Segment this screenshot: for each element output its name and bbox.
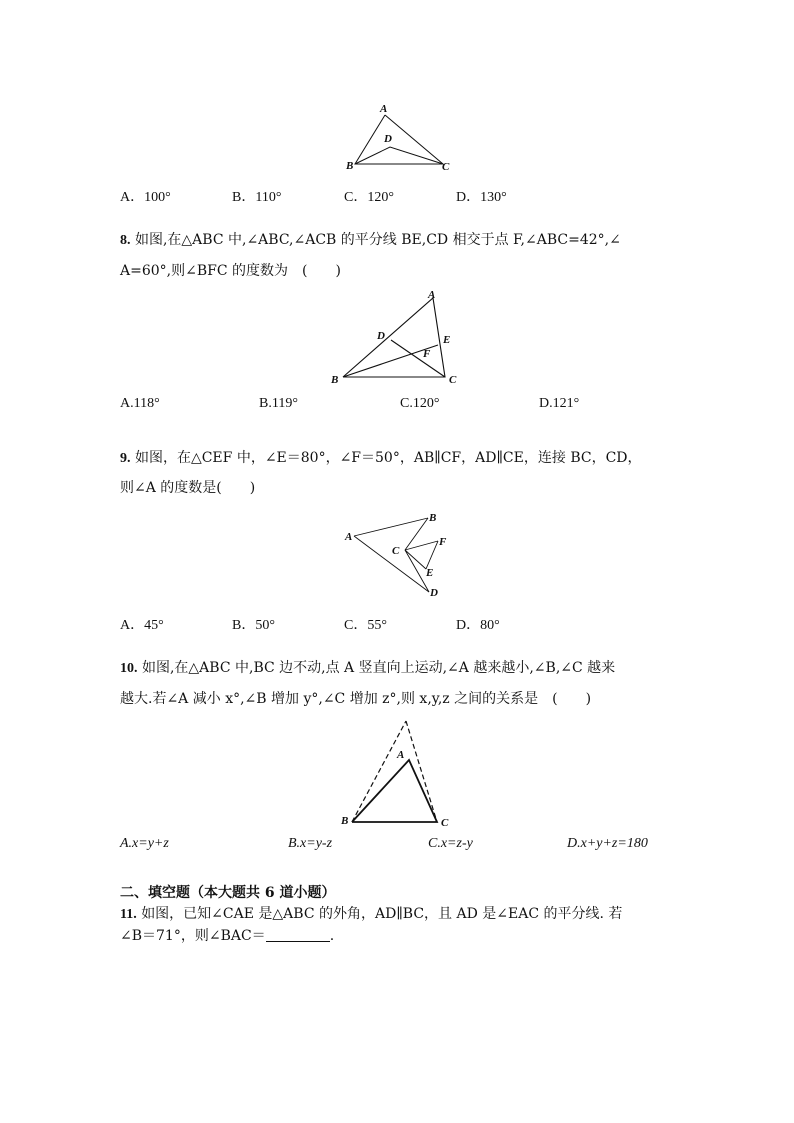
q8-figure: [325, 288, 470, 388]
q10-option-b: B.x=y-z: [288, 836, 333, 851]
q7-figure: [340, 100, 460, 175]
q9-label-c: C: [392, 545, 400, 557]
q10-option-c: C.x=z-y: [428, 836, 473, 851]
q9-line2: 则∠A 的度数是( ): [120, 480, 256, 496]
q9-option-d: D．80°: [456, 618, 500, 633]
q11-line1: [120, 904, 622, 925]
q7-option-d: D．130°: [456, 190, 507, 205]
q9-option-a: A．45°: [120, 618, 164, 633]
q11-text-1: 如图，已知∠CAE 是△ABC 的外角，AD∥BC，且 AD 是∠EAC 的平分线. 若: [141, 906, 623, 922]
q7-label-c: C: [442, 161, 450, 173]
q8-option-d: D.121°: [539, 396, 580, 411]
q8-text-1: 如图,在△ABC 中,∠ABC,∠ACB 的平分线 BE,CD 相交于点 F,∠ABC=42°,∠: [134, 232, 621, 248]
q10-label-c: C: [441, 817, 449, 829]
q8-line2: A=60°,则∠BFC 的度数为 ( ): [120, 263, 341, 279]
q11-text-2: ∠B＝71°，则∠BAC＝: [120, 928, 266, 944]
q9-label-f: F: [439, 536, 447, 548]
q7-option-b: B．110°: [232, 190, 282, 205]
q8-label-c: C: [449, 374, 457, 386]
q8-number: 8.: [120, 233, 131, 248]
section-2-title: 二、填空题（本大题共 6 道小题）: [120, 885, 336, 901]
q9-label-a: A: [345, 531, 353, 543]
q8-label-e: E: [443, 334, 451, 346]
q8-line1: [120, 230, 621, 251]
q7-label-d: D: [384, 133, 392, 145]
q9-line1: [120, 448, 642, 469]
q8-option-c: C.120°: [400, 396, 440, 411]
q11-text-3: .: [329, 928, 335, 944]
q8-option-b: B.119°: [259, 396, 298, 411]
q10-line1: [120, 658, 615, 679]
q10-option-d: D.x+y+z=180: [567, 836, 648, 851]
q8-label-f: F: [423, 348, 431, 360]
q10-text-1: 如图,在△ABC 中,BC 边不动,点 A 竖直向上运动,∠A 越来越小,∠B,∠C 越来: [141, 660, 616, 676]
q9-text-1: 如图，在△CEF 中，∠E＝80°，∠F＝50°，AB∥CF，AD∥CE，连接 BC，CD，: [134, 450, 642, 466]
q10-number: 10.: [120, 661, 138, 676]
q10-label-b: B: [341, 815, 349, 827]
q7-label-b: B: [346, 160, 354, 172]
q10-line2: 越大.若∠A 减小 x°,∠B 增加 y°,∠C 增加 z°,则 x,y,z 之间的关系是 ( ): [120, 691, 592, 707]
q9-label-d: D: [430, 587, 438, 599]
q8-label-a: A: [428, 289, 436, 301]
q7-option-c: C．120°: [344, 190, 394, 205]
q11-answer-blank[interactable]: [266, 927, 330, 942]
q9-option-c: C．55°: [344, 618, 387, 633]
q10-figure: [335, 713, 465, 833]
q8-option-a: A.118°: [120, 396, 160, 411]
q7-option-a: A．100°: [120, 190, 171, 205]
q9-label-e: E: [426, 567, 434, 579]
q7-label-a: A: [380, 103, 388, 115]
q9-figure: [340, 508, 460, 603]
q11-line2: [120, 926, 334, 946]
q9-option-b: B．50°: [232, 618, 275, 633]
q8-label-b: B: [331, 374, 339, 386]
q9-number: 9.: [120, 451, 131, 466]
q10-option-a: A.x=y+z: [120, 836, 169, 851]
q10-label-a: A: [397, 749, 405, 761]
q9-label-b: B: [429, 512, 437, 524]
q8-label-d: D: [377, 330, 385, 342]
q11-number: 11.: [120, 907, 137, 922]
